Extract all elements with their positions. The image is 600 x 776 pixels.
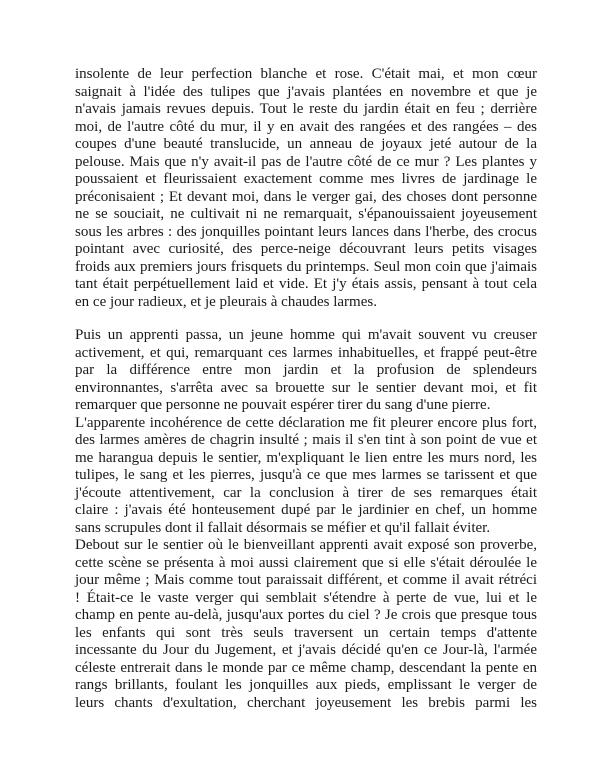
text-line: remarquer que personne ne pouvait espérer tirer du sang d'une pierre. [75, 397, 491, 413]
text-line: en ce jour radieux, et je pleurais à chaudes larmes. [75, 293, 377, 310]
text-line: ! Était-ce le vaste verger qui semblait s'étendre à perte de vue, lui et le [75, 589, 537, 606]
paragraph-1 [75, 66, 537, 311]
text-line: cette scène se présenta à moi aussi clairement que si elle s'était déroulée le [75, 554, 537, 571]
text-line: sous les arbres : des jonquilles pointant leurs lances dans l'herbe, des crocus [75, 223, 537, 240]
text-line: incessante du Jour du Jugement, et j'avais décidé qu'en ce Jour-là, l'armée [75, 642, 537, 658]
text-line: champ en pente au-delà, jusqu'aux portes du ciel ? Je crois que presque tous [75, 607, 537, 623]
text-line: tulipes, le sang et les pierres, jusqu'à ce que mes larmes se tarissent et que [75, 467, 537, 483]
text-line: n'avais jamais revues depuis. Tout le reste du jardin était en feu ; derrière [75, 101, 537, 117]
text-line: claire : j'avais été honteusement dupé par le jardinier en chef, un homme [75, 502, 537, 518]
text-line: me harangua depuis le sentier, m'expliquant le lien entre les murs nord, les [75, 449, 537, 466]
text-line: L'apparente incohérence de cette déclaration me fit pleurer encore plus fort, [75, 414, 537, 431]
text-line: les enfants qui sont très seuls traversent un certain temps d'attente [75, 624, 537, 641]
text-line: saignait à l'idée des tulipes que j'avais plantées en novembre et que je [75, 83, 537, 100]
text-line: coupes d'une beauté translucide, un anneau de joyaux jeté autour de la [75, 136, 537, 152]
text-line: activement, et qui, remarquant ces larmes inhabituelles, et frappé peut-être [75, 344, 537, 361]
text-line: des larmes amères de chagrin insulté ; mais il s'en tint à son point de vue et [75, 432, 537, 448]
text-line: Puis un apprenti passa, un jeune homme qui m'avait souvent vu creuser [75, 327, 537, 343]
text-line: pelouse. Mais que n'y avait-il pas de l'autre côté de ce mur ? Les plantes y [75, 153, 537, 170]
text-line: par la différence entre mon jardin et la profusion de splendeurs [75, 362, 537, 378]
text-line: sans scrupules dont il fallait désormais se méfier et qu'il fallait éviter. [75, 519, 491, 536]
text-line: froids aux premiers jours frisquets du printemps. Seul mon coin que j'aimais [75, 258, 537, 275]
text-line: insolente de leur perfection blanche et rose. C'était mai, et mon cœur [75, 66, 537, 82]
text-line: tant était perpétuellement laid et vide. Et j'y étais assis, pensant à tout cela [75, 276, 537, 292]
paragraph-2 [75, 327, 537, 712]
text-line: environnantes, s'arrêta avec sa brouette sur le sentier devant moi, et fit [75, 379, 537, 396]
text-line: leurs chants d'exultation, cherchant joyeusement les brebis parmi les [75, 694, 537, 711]
text-line: j'écoute attentivement, car la conclusion à tirer de ses remarques était [75, 484, 537, 501]
text-line: préconisaient ; Et devant moi, dans le verger gai, des choses dont personne [75, 188, 537, 205]
text-line: moi, de l'autre côté du mur, il y en avait des rangées et des rangées – des [75, 118, 537, 135]
text-line: pointant avec curiosité, des perce-neige découvrant leurs petits visages [75, 241, 537, 257]
text-line: céleste entrerait dans le monde par ce même champ, descendant la pente en [75, 659, 537, 676]
text-line: rangs brillants, foulant les jonquilles aux pieds, emplissant le verger de [75, 677, 537, 693]
text-line: jour même ; Mais comme tout paraissait différent, et comme il avait rétréci [75, 572, 537, 588]
text-line: poussaient et fleurissaient exactement comme mes livres de jardinage le [75, 171, 537, 187]
text-line: ne se souciait, ne cultivait ni ne remarquait, s'épanouissaient joyeusement [75, 206, 537, 222]
text-line: Debout sur le sentier où le bienveillant apprenti avait exposé son proverbe, [75, 537, 537, 553]
